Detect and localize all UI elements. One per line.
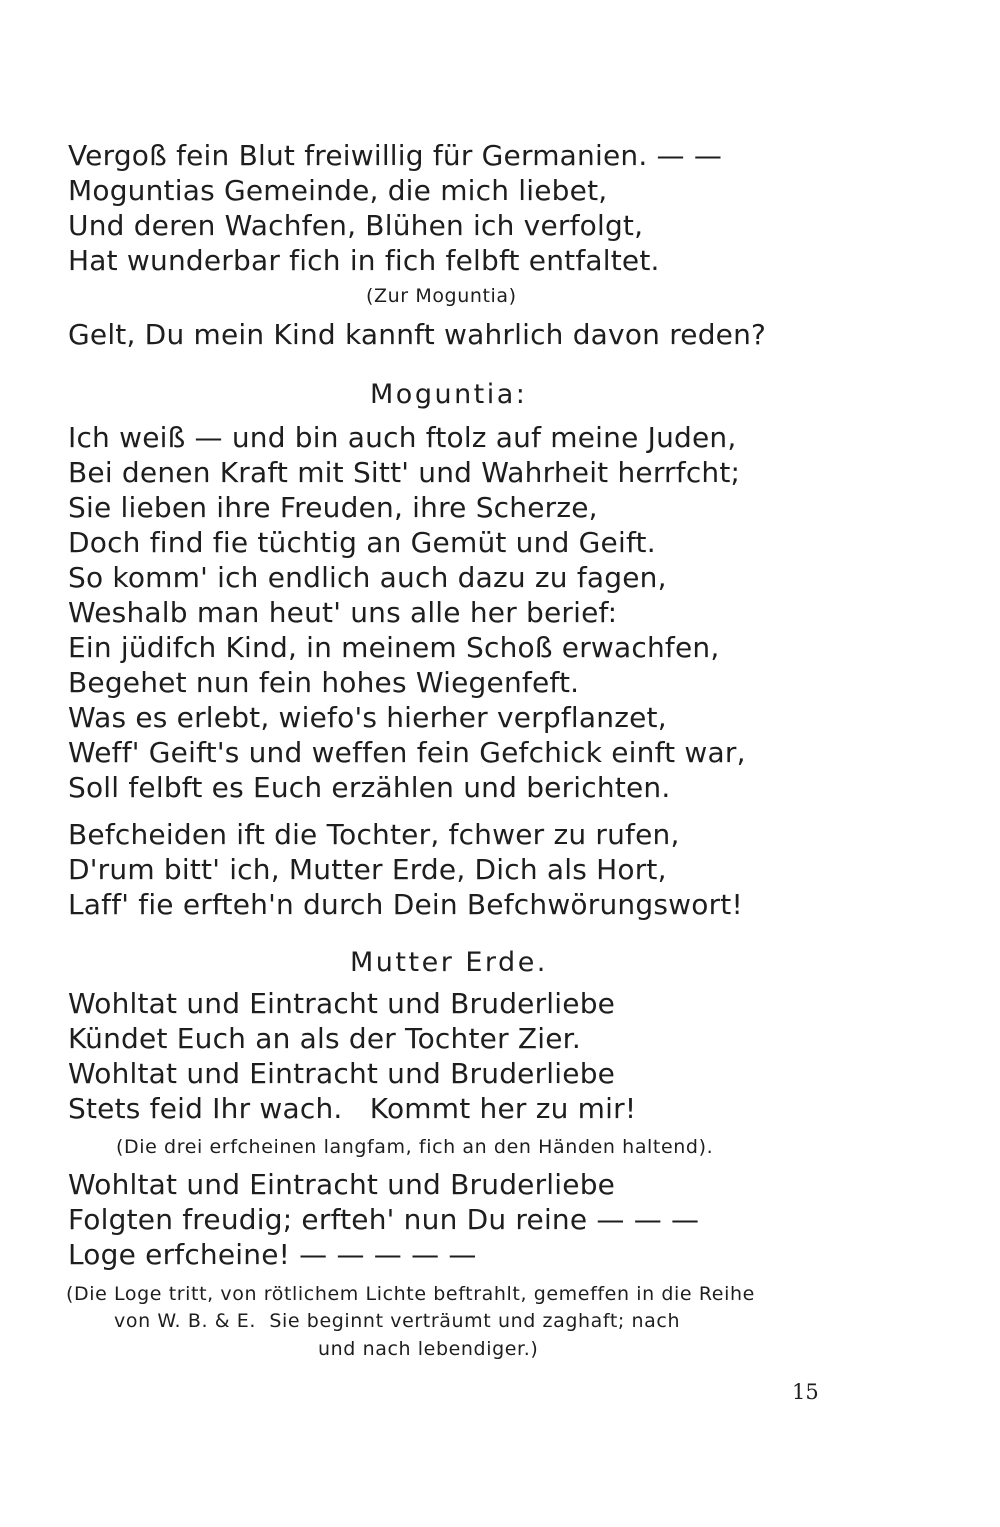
- verse-line: Wohltat und Eintracht und Bruderliebe: [68, 1057, 616, 1090]
- verse-line: Bei denen Kraft mit Sitt' und Wahrheit herrfcht;: [68, 456, 741, 489]
- stage-direction: (Die drei erfcheinen langfam, fich an den Händen haltend).: [116, 1136, 714, 1158]
- verse-line: Befcheiden ift die Tochter, fchwer zu rufen,: [68, 818, 680, 851]
- verse-line: Was es erlebt, wiefo's hierher verpflanzet,: [68, 701, 667, 734]
- verse-line: Ein jüdifch Kind, in meinem Schoß erwachfen,: [68, 631, 720, 664]
- verse-line: Stets feid Ihr wach. Kommt her zu mir!: [68, 1092, 637, 1125]
- verse-line: Loge erfcheine! — — — — —: [68, 1238, 477, 1271]
- speaker-heading: Mutter Erde.: [350, 947, 548, 978]
- verse-line: Vergoß fein Blut freiwillig für Germanien. — —: [68, 139, 723, 172]
- verse-line: Hat wunderbar fich in fich felbft entfaltet.: [68, 244, 660, 277]
- verse-line: Begehet nun fein hohes Wiegenfeft.: [68, 666, 580, 699]
- verse-line: Moguntias Gemeinde, die mich liebet,: [68, 174, 608, 207]
- speaker-heading: Moguntia:: [370, 379, 528, 410]
- verse-line: So komm' ich endlich auch dazu zu fagen,: [68, 561, 667, 594]
- verse-line: Sie lieben ihre Freuden, ihre Scherze,: [68, 491, 598, 524]
- verse-line: Weshalb man heut' uns alle her berief:: [68, 596, 618, 629]
- page-number: 15: [792, 1380, 819, 1404]
- verse-line: Weff' Geift's und weffen fein Gefchick einft war,: [68, 736, 746, 769]
- verse-line: Doch find fie tüchtig an Gemüt und Geift.: [68, 526, 656, 559]
- verse-line: Wohltat und Eintracht und Bruderliebe: [68, 1168, 616, 1201]
- verse-line: Gelt, Du mein Kind kannft wahrlich davon reden?: [68, 318, 767, 351]
- verse-line: Folgten freudig; erfteh' nun Du reine — — —: [68, 1203, 700, 1236]
- verse-line: Ich weiß — und bin auch ftolz auf meine Juden,: [68, 421, 737, 454]
- stage-direction: und nach lebendiger.): [318, 1338, 539, 1360]
- verse-line: Und deren Wachfen, Blühen ich verfolgt,: [68, 209, 644, 242]
- verse-line: Wohltat und Eintracht und Bruderliebe: [68, 987, 616, 1020]
- verse-line: Laff' fie erfteh'n durch Dein Befchwörungswort!: [68, 888, 743, 921]
- stage-direction: von W. B. & E. Sie beginnt verträumt und zaghaft; nach: [114, 1310, 681, 1332]
- verse-line: Kündet Euch an als der Tochter Zier.: [68, 1022, 581, 1055]
- stage-direction: (Zur Moguntia): [366, 285, 517, 307]
- verse-line: D'rum bitt' ich, Mutter Erde, Dich als Hort,: [68, 853, 667, 886]
- stage-direction: (Die Loge tritt, von rötlichem Lichte beftrahlt, gemeffen in die Reihe: [66, 1283, 755, 1305]
- verse-line: Soll felbft es Euch erzählen und berichten.: [68, 771, 671, 804]
